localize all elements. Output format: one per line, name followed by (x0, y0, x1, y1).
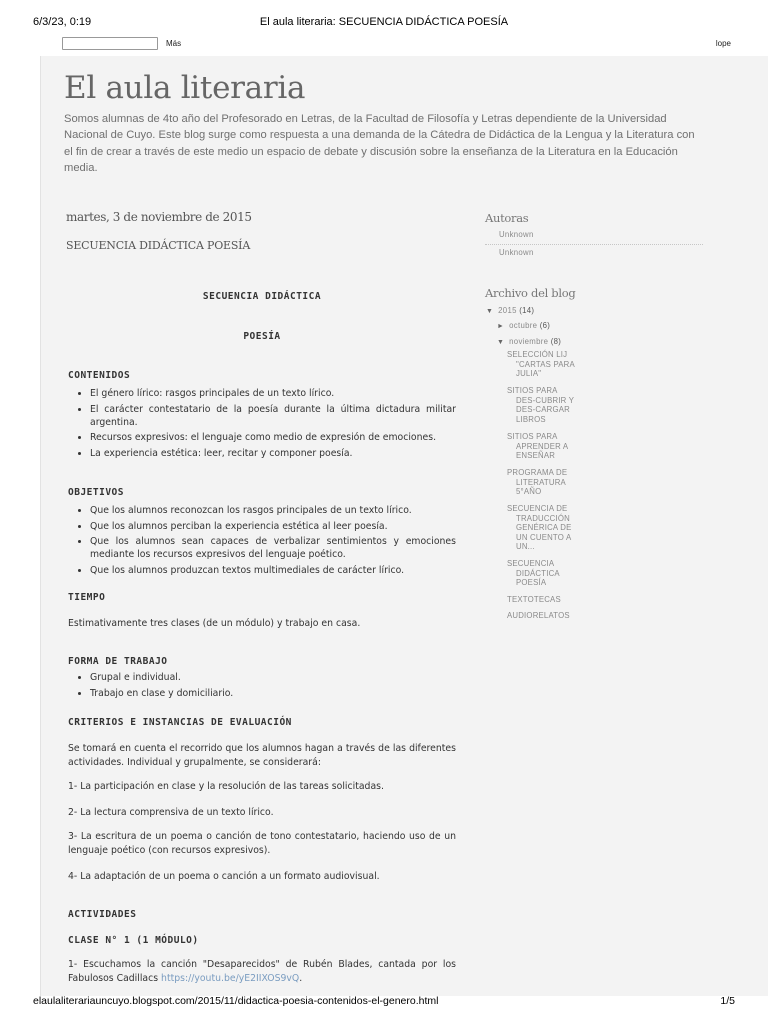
archive-post-title-line[interactable]: SITIOS PARA (507, 432, 558, 441)
search-input[interactable] (62, 37, 158, 50)
archive-post-title-rest[interactable]: DIDÁCTICA POESÍA (516, 568, 560, 587)
print-page-number: 1/5 (720, 995, 735, 1007)
post-title[interactable]: SECUENCIA DIDÁCTICA POESÍA (66, 239, 251, 252)
archive-post-title-line[interactable]: TEXTOTECAS (507, 595, 561, 604)
list-item: • Que los alumnos sean capaces de verbalizar sentimientos y emociones mediante los recursos expresivos del lenguaje poético. (90, 535, 456, 561)
archive-post-title-line[interactable]: AUDIORELATOS (507, 611, 570, 620)
archive-post-link[interactable] (507, 611, 585, 621)
forma-list (68, 671, 456, 702)
post-heading-poesia: POESÍA (243, 331, 281, 342)
archive-post-link[interactable] (507, 350, 585, 379)
blog-title[interactable]: El aula literaria (64, 70, 306, 106)
archive-month-count: (6) (539, 321, 551, 330)
list-item: • El género lírico: rasgos principales de un texto lírico. (90, 387, 456, 400)
print-url: elaulaliterariauncuyo.blogspot.com/2015/11/didactica-poesia-contenidos-el-genero.html (33, 995, 439, 1007)
archivo-heading: Archivo del blog (485, 286, 576, 300)
archive-month-noviembre[interactable] (497, 337, 561, 348)
archive-post-link[interactable] (507, 432, 585, 461)
divider (485, 244, 703, 245)
print-footer (0, 995, 768, 1009)
archive-month-label[interactable]: octubre (509, 321, 538, 330)
print-page-title: El aula literaria: SECUENCIA DIDÁCTICA POESÍA (259, 16, 509, 28)
archive-post-link[interactable] (507, 559, 585, 588)
archive-post-title-line[interactable]: SITIOS PARA (507, 386, 558, 395)
list-item: • Recursos expresivos: el lenguaje como medio de expresión de emociones. (90, 431, 456, 444)
list-item: • El carácter contestatario de la poesía durante la última dictadura militar argentina. (90, 403, 456, 429)
blogger-navbar (0, 37, 768, 51)
blog-description: Somos alumnas de 4to año del Profesorado en Letras, de la Facultad de Filosofía y Letras dependiente de la Universidad Nacional de Cuyo. Este blog surge como respuesta a una demanda de la Cátedra de Didáctica de la Lengua y la Literatura con el fin de crear a través de este medio un espacio de debate y discusión sobre la enseñanza de la Literatura en la Educación media. (64, 113, 695, 174)
contenidos-heading: CONTENIDOS (68, 370, 131, 381)
list-item: • Trabajo en clase y domiciliario. (90, 687, 456, 700)
list-item: • Grupal e individual. (90, 671, 456, 684)
archive-post-title-rest[interactable]: DES-CUBRIR Y DES-CARGAR LIBROS (516, 395, 575, 424)
archive-post-title-line[interactable]: SECUENCIA DE (507, 504, 568, 513)
criterio-3: 3- La escritura de un poema o canción de tono contestatario, haciendo uso de un lenguaje poético (con recursos expresivos). (68, 831, 456, 856)
actividad-1-text: 1- Escuchamos la canción "Desaparecidos" de Rubén Blades, cantada por los Fabulosos Cadillacs (68, 959, 456, 984)
actividad-1 (68, 958, 456, 985)
author-link[interactable]: Unknown (499, 248, 534, 257)
tiempo-heading: TIEMPO (68, 592, 106, 603)
triangle-down-icon[interactable]: ▼ (486, 308, 494, 315)
forma-heading: FORMA DE TRABAJO (68, 656, 168, 667)
print-header (0, 16, 768, 30)
actividad-1-end: . (299, 972, 303, 984)
archive-year-count: (14) (519, 306, 535, 315)
criterio-2: 2- La lectura comprensiva de un texto lírico. (68, 807, 274, 818)
archive-post-link[interactable] (507, 595, 585, 605)
actividades-heading: ACTIVIDADES (68, 909, 137, 920)
criterios-heading: CRITERIOS E INSTANCIAS DE EVALUACIÓN (68, 717, 292, 728)
author-link[interactable]: Unknown (499, 230, 534, 239)
objetivos-list (68, 504, 456, 579)
list-item: • Que los alumnos produzcan textos multimediales de carácter lírico. (90, 564, 456, 577)
criterios-intro: Se tomará en cuenta el recorrido que los alumnos hagan a través de las diferentes actividades. Individual y grupalmente, se considerará: (68, 743, 456, 768)
post-heading-secuencia: SECUENCIA DIDÁCTICA (202, 291, 322, 302)
archive-post-title-line[interactable]: SELECCIÓN LIJ (507, 350, 568, 359)
archive-post-title-rest[interactable]: TRADUCCIÓN GENÉRICA DE UN CUENTO A UN... (516, 513, 572, 551)
archive-post-title-rest[interactable]: "CARTAS PARA JULIA" (516, 359, 575, 378)
clase-1-heading: CLASE N° 1 (1 MÓDULO) (68, 935, 199, 946)
archive-post-link[interactable] (507, 386, 585, 424)
archive-post-title-line[interactable]: SECUENCIA (507, 559, 555, 568)
archive-month-label[interactable]: noviembre (509, 337, 549, 346)
archive-month-octubre[interactable] (497, 321, 550, 332)
archive-post-link[interactable] (507, 504, 585, 552)
tiempo-text: Estimativamente tres clases (de un módulo) y trabajo en casa. (68, 618, 361, 629)
triangle-right-icon[interactable]: ► (497, 323, 505, 330)
criterio-4: 4- La adaptación de un poema o canción a un formato audiovisual. (68, 871, 380, 882)
criterio-1: 1- La participación en clase y la resolución de las tareas solicitadas. (68, 781, 384, 792)
contenidos-list (68, 387, 456, 462)
archive-post-link[interactable] (507, 468, 585, 497)
list-item: • Que los alumnos perciban la experiencia estética al leer poesía. (90, 520, 456, 533)
archive-post-title-rest[interactable]: LITERATURA 5°AÑO (516, 477, 566, 496)
youtube-link[interactable]: https://youtu.be/yE2IIXOS9vQ (161, 972, 300, 984)
archive-year-label[interactable]: 2015 (498, 306, 517, 315)
print-date: 6/3/23, 0:19 (33, 16, 92, 28)
user-link[interactable]: lope (715, 39, 731, 48)
autoras-heading: Autoras (485, 211, 529, 225)
more-link[interactable]: Más (166, 39, 182, 48)
list-item: • La experiencia estética: leer, recitar y componer poesía. (90, 447, 456, 460)
post-date: martes, 3 de noviembre de 2015 (66, 210, 252, 224)
objetivos-heading: OBJETIVOS (68, 487, 124, 498)
archive-post-title-rest[interactable]: APRENDER A ENSEÑAR (516, 441, 568, 460)
archive-year-2015[interactable] (486, 306, 534, 317)
archive-month-count: (8) (550, 337, 562, 346)
triangle-down-icon[interactable]: ▼ (497, 339, 505, 346)
archive-post-title-line[interactable]: PROGRAMA DE (507, 468, 568, 477)
list-item: • Que los alumnos reconozcan los rasgos principales de un texto lírico. (90, 504, 456, 517)
